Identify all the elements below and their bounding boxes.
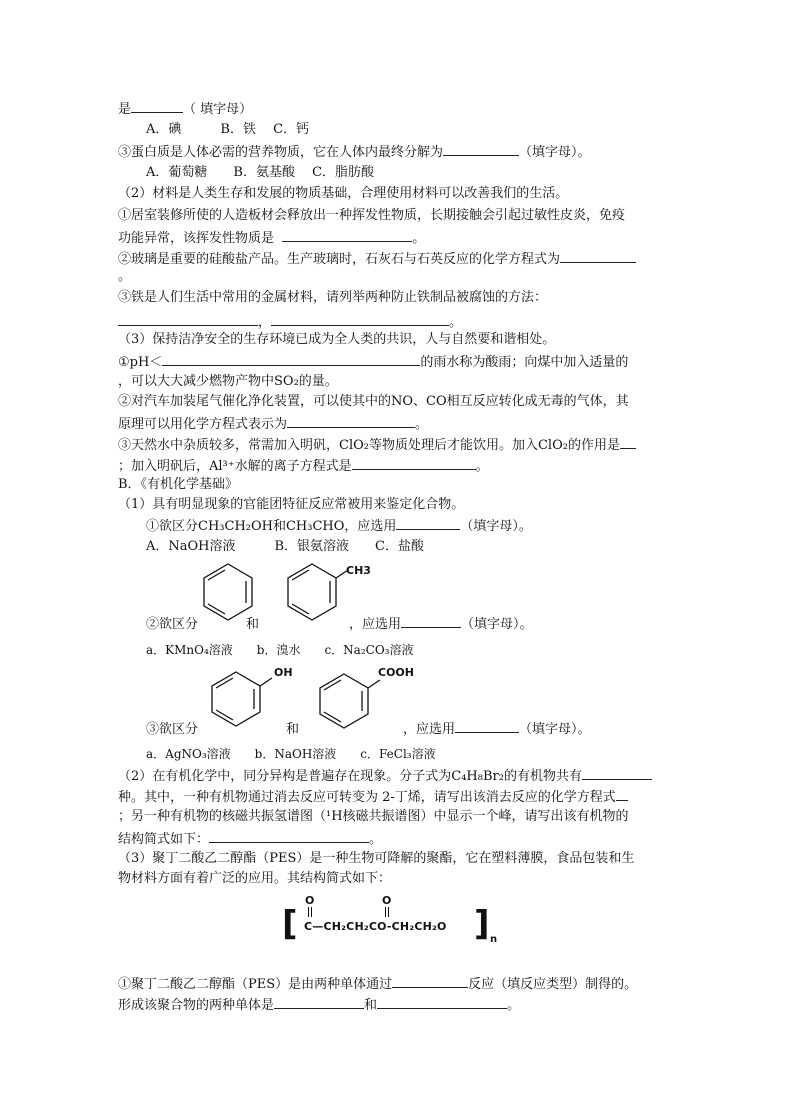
line-34: 形成该聚合物的两种单体是 和 。 <box>118 995 520 1015</box>
answer-blank[interactable] <box>443 142 519 156</box>
answer-blank[interactable] <box>616 787 628 801</box>
carbonyl-oxygen-1: O <box>305 894 315 907</box>
line-27: （2）在有机化学中，同分异构是普遍存在现象。分子式为C₄H₈Br₂的有机物共有 <box>118 766 652 786</box>
line-12: （3）保持洁净安全的生存环境已成为全人类的共识，人与自然要和谐相处。 <box>118 332 556 347</box>
line-13: ①pH＜ 的雨水称为酸雨；向煤中加入适量的 <box>118 352 628 372</box>
line-33: ①聚丁二酸乙二醇酯（PES）是由两种单体通过 反应（填反应类型）制得的。 <box>118 974 637 994</box>
answer-blank[interactable] <box>118 312 258 326</box>
line-23: ②欲区分 和 ，应选用 （填字母）。 <box>146 614 533 634</box>
answer-blank[interactable] <box>377 995 507 1009</box>
answer-blank[interactable] <box>131 99 183 113</box>
line-10: ③铁是人们生活中常用的金属材料，请列举两种防止铁制品被腐蚀的方法： <box>118 290 548 305</box>
answer-blank[interactable] <box>282 228 412 242</box>
line-17: ③天然水中杂质较多，常需加入明矾，ClO₂等物质处理后才能饮用。加入ClO₂的作用是 <box>118 435 636 455</box>
line-6: ①居室装修所使的人造板材会释放出一种挥发性物质，长期接触会引起过敏性皮炎，免疫 <box>118 208 626 223</box>
answer-blank[interactable] <box>352 456 476 470</box>
line-7: 功能异常，该挥发性物质是 。 <box>118 228 425 248</box>
methyl-label: CH3 <box>346 564 371 577</box>
answer-blank[interactable] <box>582 766 652 780</box>
options-1: A．碘 B．铁 C．钙 <box>146 122 310 137</box>
line-5: （2）材料是人类生存和发展的物质基础，合理使用材料可以改善我们的生活。 <box>118 186 569 201</box>
answer-blank[interactable] <box>271 312 449 326</box>
pes-chain: C—CH₂CH₂CO-CH₂CH₂O <box>304 920 447 933</box>
answer-blank[interactable] <box>392 974 468 988</box>
pes-structure <box>282 892 502 956</box>
line-25: ③欲区分 和 ，应选用 （填字母）。 <box>146 719 591 739</box>
line-29: ；另一种有机物的核磁共振氢谱图（¹H核磁共振谱图）中显示一个峰，请写出该有机物的 <box>118 809 629 824</box>
answer-blank[interactable] <box>455 719 519 733</box>
left-bracket: [ <box>282 904 298 944</box>
carbonyl-oxygen-2: O <box>382 894 392 907</box>
line-9: 。 <box>118 269 132 284</box>
answer-blank[interactable] <box>287 414 415 428</box>
answer-blank[interactable] <box>401 614 461 628</box>
line-11: ， 。 <box>118 312 462 332</box>
options-3: A．NaOH溶液 B．银氨溶液 C．盐酸 <box>146 539 425 554</box>
double-bond-2 <box>385 907 389 917</box>
line-15: ②对汽车加装尾气催化净化装置，可以使其中的NO、CO相互反应转化成无毒的气体，其 <box>118 394 629 409</box>
answer-blank[interactable] <box>209 829 369 843</box>
double-bond-1 <box>308 907 312 917</box>
line-14: ，可以大大减少燃物产物中SO₂的量。 <box>118 374 338 389</box>
answer-blank[interactable] <box>620 435 636 449</box>
options-2: A．葡萄糖 B．氨基酸 C．脂肪酸 <box>146 165 375 180</box>
answer-blank[interactable] <box>396 516 460 530</box>
options-4: a．KMnO₄溶液 b．溴水 c．Na₂CO₃溶液 <box>146 643 414 657</box>
line-21: ①欲区分CH₃CH₂OH和CH₃CHO，应选用 （填字母）。 <box>146 516 532 536</box>
line-30: 结构简式如下： 。 <box>118 829 382 849</box>
carboxyl-label: COOH <box>378 666 414 679</box>
line-32: 物材料方面有着广泛的应用。其结构简式如下： <box>118 871 392 886</box>
options-5: a．AgNO₃溶液 b．NaOH溶液 c．FeCl₃溶液 <box>146 747 436 761</box>
hydroxyl-label: OH <box>274 666 293 679</box>
right-bracket: ] <box>474 904 490 944</box>
line-16: 原理可以用化学方程式表示为 。 <box>118 414 428 434</box>
section-b-title: B．《有机化学基础》 <box>118 477 239 492</box>
line-28: 种。其中，一种有机物通过消去反应可转变为 2-丁烯，请写出该消去反应的化学方程式 <box>118 787 628 807</box>
line-18: ；加入明矾后，Al³⁺水解的离子方程式是 。 <box>118 456 489 476</box>
line-20: （1）具有明显现象的官能团特征反应常被用来鉴定化合物。 <box>118 497 465 512</box>
line-1: 是 （ 填字母） <box>118 99 252 119</box>
answer-blank[interactable] <box>560 249 636 263</box>
line-8: ②玻璃是重要的硅酸盐产品。生产玻璃时，石灰石与石英反应的化学方程式为 <box>118 249 636 269</box>
repeat-n: n <box>490 934 498 945</box>
answer-blank[interactable] <box>274 995 364 1009</box>
line-31: （3）聚丁二酸乙二醇酯（PES）是一种生物可降解的聚酯，它在塑料薄膜，食品包装和生 <box>118 851 635 866</box>
answer-blank[interactable] <box>162 352 420 366</box>
line-3: ③蛋白质是人体必需的营养物质，它在人体内最终分解为 （填字母）。 <box>118 142 591 162</box>
